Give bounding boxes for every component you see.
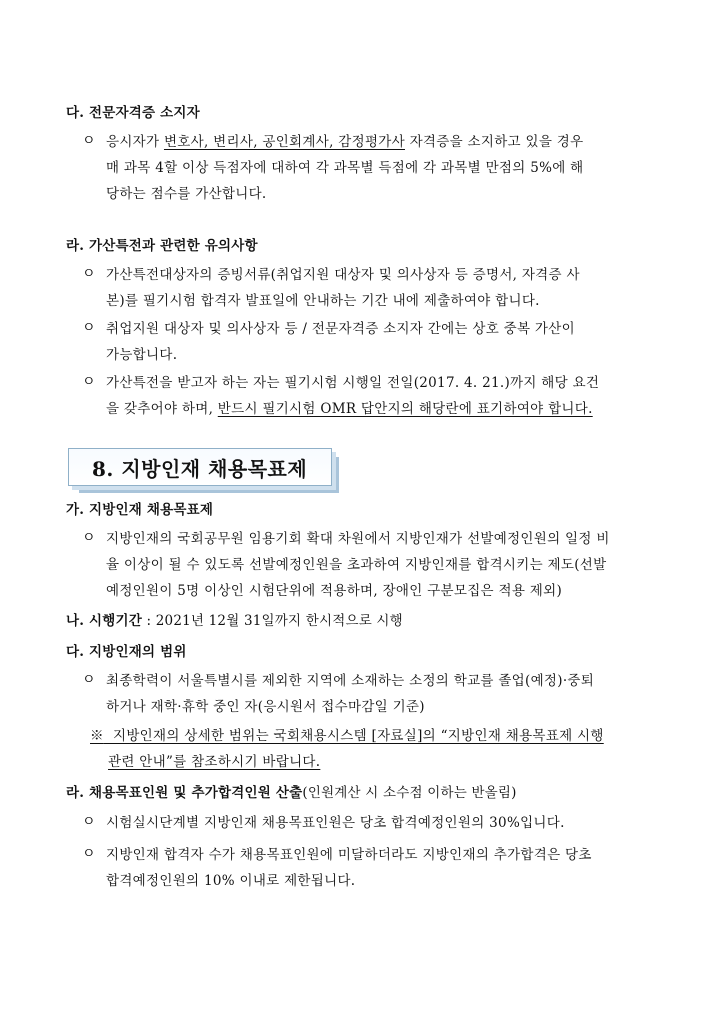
section-heading-scope: 다. 지방인재의 범위: [66, 644, 187, 660]
paragraph-line: 을 갖추어야 하며, 반드시 필기시험 OMR 답안지의 해당란에 표기하여야 합니다.: [106, 401, 593, 417]
paragraph-line: 가산특전을 받고자 하는 자는 필기시험 시행일 전일(2017. 4. 21.)까지 해당 요건: [106, 375, 600, 391]
paragraph-line: 지방인재 합격자 수가 채용목표인원에 미달하더라도 지방인재의 추가합격은 당초: [106, 847, 592, 863]
bullet-icon: ㅇ: [82, 320, 96, 336]
section-heading-notes: 라. 가산특전과 관련한 유의사항: [66, 238, 258, 254]
paragraph-line: 본)를 필기시험 합격자 발표일에 안내하는 기간 내에 제출하여야 합니다.: [106, 293, 540, 309]
section-heading-certificate: 다. 전문자격증 소지자: [66, 105, 200, 121]
reference-note: ※ 지방인재의 상세한 범위는 국회채용시스템 [자료실]의 “지방인재 채용목표제 시행: [90, 728, 604, 744]
paragraph-line: 시험실시단계별 지방인재 채용목표인원은 당초 합격예정인원의 30%입니다.: [106, 815, 565, 831]
bullet-icon: ㅇ: [82, 266, 96, 282]
paragraph-line: 하거나 재학·휴학 중인 자(응시원서 접수마감일 기준): [106, 699, 425, 715]
bullet-icon: ㅇ: [82, 530, 96, 546]
paragraph-line: 예정인원이 5명 이상인 시험단위에 적용하며, 장애인 구분모집은 적용 제외): [106, 583, 563, 599]
paragraph-line: 응시자가 변호사, 변리사, 공인회계사, 감정평가사 자격증을 소지하고 있을 경우: [106, 134, 584, 150]
bullet-icon: ㅇ: [82, 846, 96, 862]
bullet-icon: ㅇ: [82, 133, 96, 149]
note-mark: ※: [90, 728, 104, 744]
paragraph-line: 지방인재의 국회공무원 임용기회 확대 차원에서 지방인재가 선발예정인원의 일정 비: [106, 531, 610, 547]
paragraph-line: 합격예정인원의 10% 이내로 제한됩니다.: [106, 873, 356, 889]
paragraph-line: 최종학력이 서울특별시를 제외한 지역에 소재하는 소정의 학교를 졸업(예정)·중퇴: [106, 673, 595, 689]
reference-note: 관련 안내”를 참조하시기 바랍니다.: [108, 754, 321, 770]
section-title: 8. 지방인재 채용목표제: [92, 457, 308, 481]
bullet-icon: ㅇ: [82, 814, 96, 830]
paragraph-line: 당하는 점수를 가산합니다.: [106, 186, 267, 202]
bullet-icon: ㅇ: [82, 672, 96, 688]
paragraph-line: 매 과목 4할 이상 득점자에 대하여 각 과목별 득점에 각 과목별 만점의 5%에 해: [106, 160, 584, 176]
paragraph-line: 율 이상이 될 수 있도록 선발예정인원을 초과하여 지방인재를 합격시키는 제도(선발: [106, 557, 607, 573]
paragraph-line: 가산특전대상자의 증빙서류(취업지원 대상자 및 의사상자 등 증명서, 자격증 사: [106, 267, 580, 283]
section-heading-local-talent: 가. 지방인재 채용목표제: [66, 502, 214, 518]
paragraph-line: 가능합니다.: [106, 347, 178, 363]
section-heading-quota: 라. 채용목표인원 및 추가합격인원 산출(인원계산 시 소수점 이하는 반올림): [66, 785, 517, 801]
underlined-text: 반드시 필기시험 OMR 답안지의 해당란에 표기하여야 합니다.: [217, 401, 593, 417]
paragraph-line: 취업지원 대상자 및 의사상자 등 / 전문자격증 소지자 간에는 상호 중복 가산이: [106, 321, 575, 337]
section-heading-period: 나. 시행기간 : 2021년 12월 31일까지 한시적으로 시행: [66, 613, 403, 629]
bullet-icon: ㅇ: [82, 374, 96, 390]
underlined-text: 변호사, 변리사, 공인회계사, 감정평가사: [163, 134, 405, 150]
